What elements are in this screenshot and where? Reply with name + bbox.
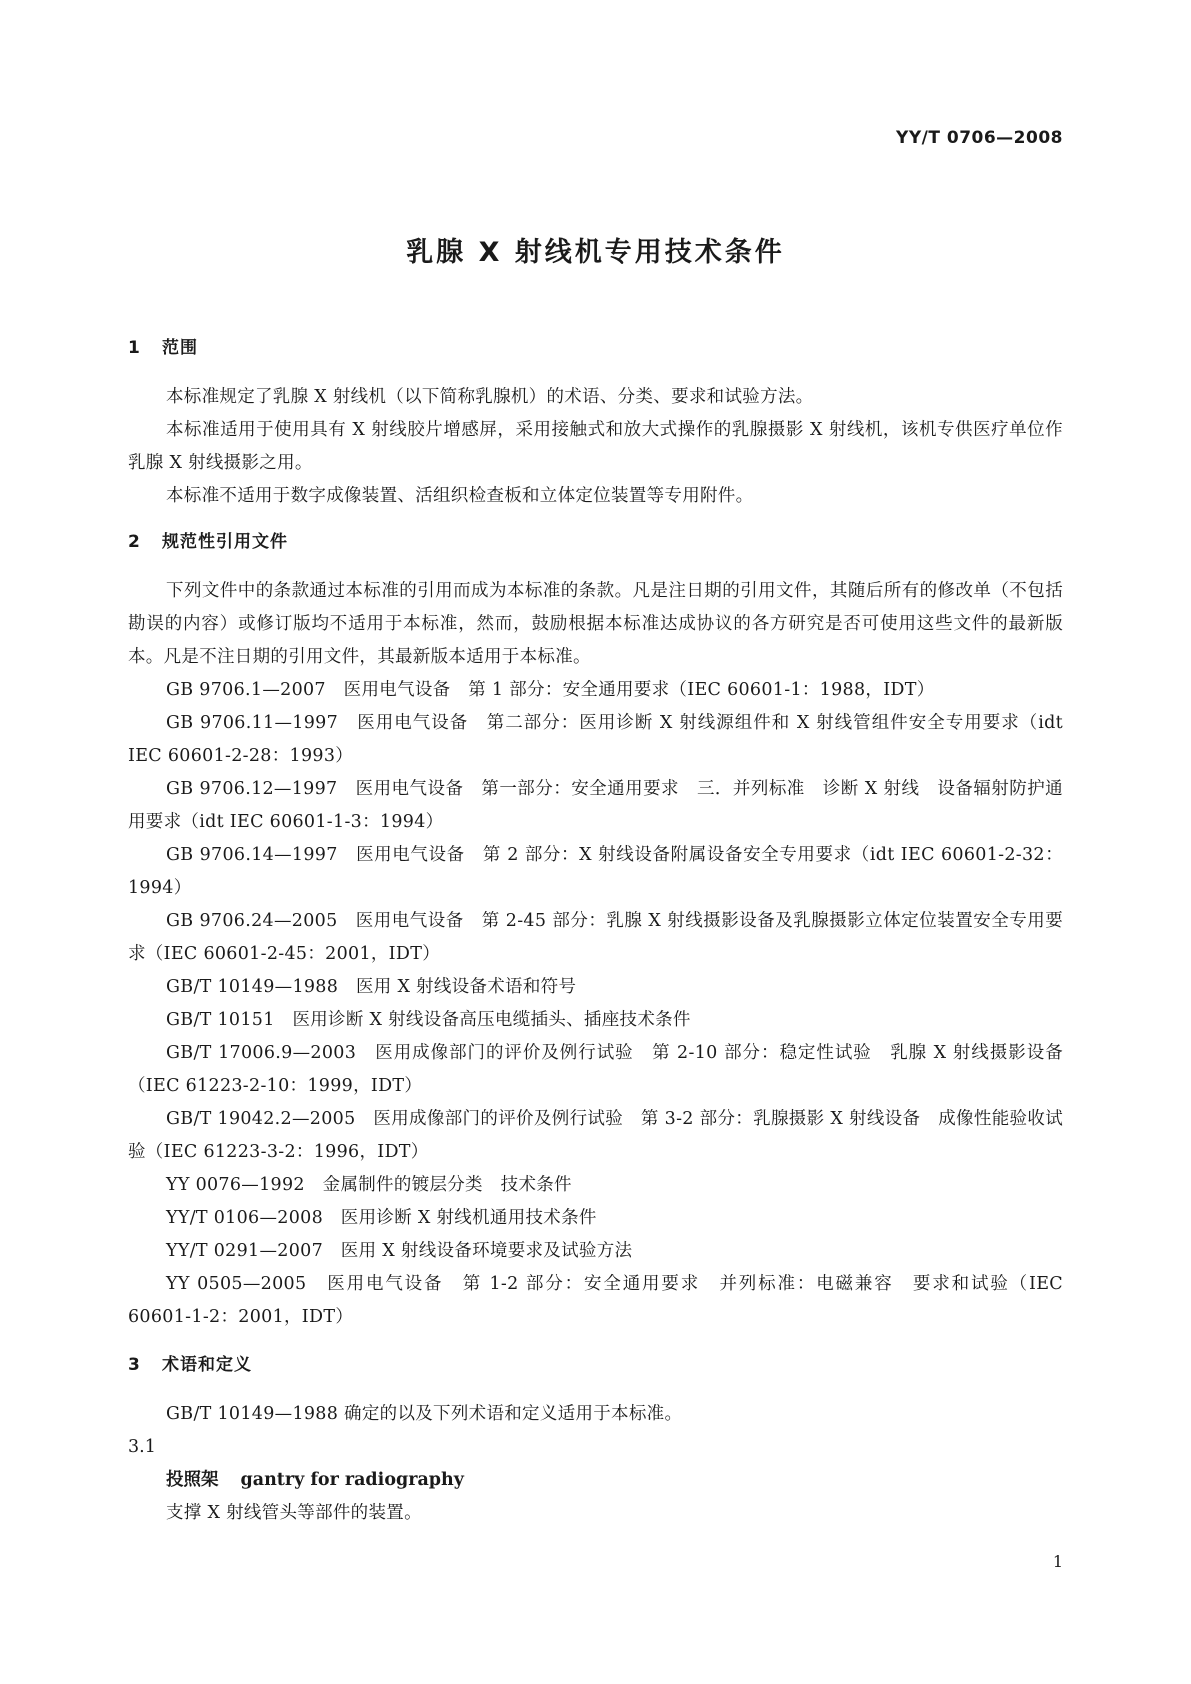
term-number: 3.1: [128, 1437, 156, 1457]
reference-item: GB 9706.24—2005 医用电气设备 第 2-45 部分：乳腺 X 射线摄影设备及乳腺摄影立体定位装置安全专用要求（IEC 60601-2-45：2001，IDT）: [128, 911, 1063, 964]
reference-item: GB 9706.12—1997 医用电气设备 第一部分：安全通用要求 三．并列标准 诊断 X 射线 设备辐射防护通用要求（idt IEC 60601-1-3：1994）: [128, 779, 1063, 832]
reference-item: GB/T 10151 医用诊断 X 射线设备高压电缆插头、插座技术条件: [166, 1010, 691, 1030]
reference-item: YY 0505—2005 医用电气设备 第 1-2 部分：安全通用要求 并列标准：电磁兼容 要求和试验（IEC 60601-1-2：2001，IDT）: [128, 1274, 1063, 1327]
reference-list: [128, 674, 1063, 1334]
section-3-heading: [128, 1352, 1063, 1378]
section-title: 范围: [162, 338, 198, 358]
reference-item: GB/T 17006.9—2003 医用成像部门的评价及例行试验 第 2-10 部分：稳定性试验 乳腺 X 射线摄影设备（IEC 61223-2-10：1999，IDT）: [128, 1043, 1063, 1096]
term-definition: 支撑 X 射线管头等部件的装置。: [166, 1503, 422, 1523]
section-number: 2: [128, 532, 141, 552]
paragraph: 本标准适用于使用具有 X 射线胶片增感屏，采用接触式和放大式操作的乳腺摄影 X 射线机，该机专供医疗单位作乳腺 X 射线摄影之用。: [128, 420, 1063, 473]
term-chinese: 投照架: [166, 1470, 219, 1490]
reference-item: YY 0076—1992 金属制件的镀层分类 技术条件: [166, 1175, 572, 1195]
reference-item: GB/T 10149—1988 医用 X 射线设备术语和符号: [166, 977, 577, 997]
paragraph: 本标准不适用于数字成像装置、活组织检查板和立体定位装置等专用附件。: [166, 486, 754, 506]
reference-item: GB 9706.11—1997 医用电气设备 第二部分：医用诊断 X 射线源组件和 X 射线管组件安全专用要求（idt IEC 60601-2-28：1993）: [128, 713, 1063, 766]
standard-code: YY/T 0706—2008: [896, 128, 1063, 148]
reference-item: GB/T 19042.2—2005 医用成像部门的评价及例行试验 第 3-2 部分：乳腺摄影 X 射线设备 成像性能验收试验（IEC 61223-3-2：1996，IDT）: [128, 1109, 1063, 1162]
reference-item: GB 9706.14—1997 医用电气设备 第 2 部分：X 射线设备附属设备安全专用要求（idt IEC 60601-2-32：1994）: [128, 845, 1063, 898]
term-entry: [128, 1464, 1063, 1497]
section-title: 规范性引用文件: [162, 532, 288, 552]
page-number: 1: [1052, 1552, 1063, 1571]
section-title: 术语和定义: [162, 1355, 252, 1375]
paragraph: GB/T 10149—1988 确定的以及下列术语和定义适用于本标准。: [166, 1404, 683, 1424]
section-2-heading: [128, 529, 1063, 555]
document-title: 乳腺 X 射线机专用技术条件: [406, 237, 785, 268]
reference-item: YY/T 0291—2007 医用 X 射线设备环境要求及试验方法: [166, 1241, 633, 1261]
section-1-heading: [128, 335, 1063, 361]
reference-item: GB 9706.1—2007 医用电气设备 第 1 部分：安全通用要求（IEC 60601-1：1988，IDT）: [166, 680, 935, 700]
document-body: [128, 335, 1063, 1530]
paragraph: 下列文件中的条款通过本标准的引用而成为本标准的条款。凡是注日期的引用文件，其随后所有的修改单（不包括勘误的内容）或修订版均不适用于本标准，然而，鼓励根据本标准达成协议的各方研究是否可使用这些文件的最新版本。凡是不注日期的引用文件，其最新版本适用于本标准。: [128, 581, 1063, 667]
section-number: 1: [128, 338, 141, 358]
paragraph: 本标准规定了乳腺 X 射线机（以下简称乳腺机）的术语、分类、要求和试验方法。: [166, 387, 814, 407]
reference-item: YY/T 0106—2008 医用诊断 X 射线机通用技术条件: [166, 1208, 597, 1228]
term-english: gantry for radiography: [240, 1470, 464, 1490]
section-number: 3: [128, 1355, 141, 1375]
